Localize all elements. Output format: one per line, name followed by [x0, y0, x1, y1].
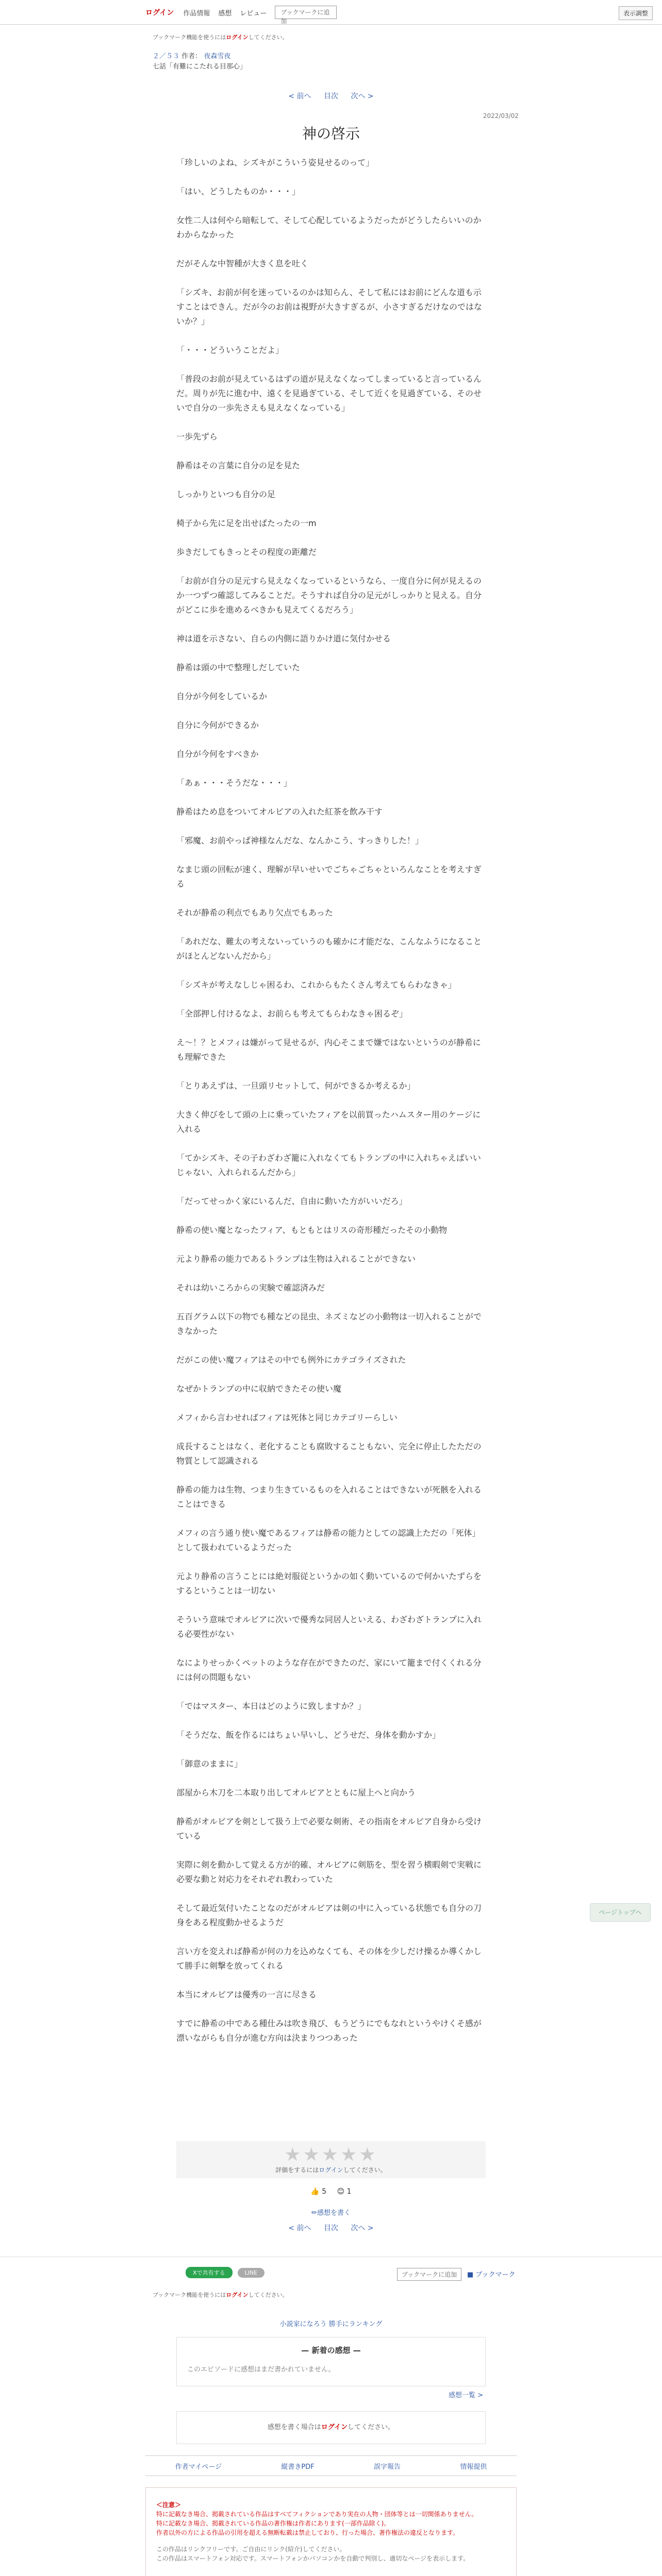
toc-link[interactable]: 目次	[324, 92, 338, 100]
next-link[interactable]: 次へ >	[351, 92, 374, 100]
series-line-1	[153, 52, 246, 62]
body-paragraph: 静希の能力は生物、つまり生きているものを入れることはできないが死骸を入れることはできる	[176, 1485, 482, 1509]
display-settings-button[interactable]: 表示調整	[619, 6, 653, 20]
body-paragraph: 成長することはなく、老化することも腐敗することもない、完全に停止したただの物質として認識される	[176, 1442, 482, 1466]
next-link-bottom[interactable]: 次へ >	[351, 2224, 374, 2232]
body-paragraph: だがそんな中智種が大きく息を吐く	[176, 259, 309, 268]
body-paragraph: 「邪魔、お前やっぱ神様なんだな、なんかこう、すっきりした！」	[176, 836, 424, 845]
body-paragraph: 静希は頭の中で整理しだしていた	[176, 663, 301, 672]
body-paragraph: それは幼いころからの実験で確認済みだ	[176, 1283, 325, 1293]
nav-work-info[interactable]: 作品情報	[183, 9, 210, 18]
body-paragraph: 自分が今何をすべきか	[176, 749, 259, 759]
prev-link[interactable]: < 前へ	[288, 92, 311, 100]
body-paragraph: 自分に今何ができるか	[176, 720, 259, 730]
body-paragraph: 「そうだな、飯を作るにはちょい早いし、どうせだ、身体を動かすか」	[176, 1730, 441, 1740]
body-paragraph: だがこの使い魔フィアはその中でも例外にカテゴライズされた	[176, 1355, 406, 1365]
body-paragraph: しっかりといつも自分の足	[176, 489, 276, 499]
body-paragraph: 「はい、どうしたものか・・・」	[176, 187, 301, 196]
prev-link-bottom[interactable]: < 前へ	[288, 2224, 311, 2232]
body-paragraph: 歩きだしてもきっとその程度の距離だ	[176, 547, 317, 557]
page-top-button[interactable]: ページトップへ	[590, 1903, 651, 1922]
author-mypage-link[interactable]: 作者マイページ	[175, 2463, 222, 2471]
write-review-link[interactable]: ✏感想を書く	[311, 2209, 351, 2217]
share-x-button[interactable]: Xで共有する	[186, 2267, 233, 2278]
notice2-login-link[interactable]: ログイン	[226, 2292, 249, 2298]
body-paragraph: メフィから言わせればフィアは死体と同じカテゴリーらしい	[176, 1413, 398, 1422]
body-paragraph: 「お前が自分の足元すら見えなくなっているというなら、一度自分に何が見えるのか一つずつ確認してみることだ。そうすれば自分の足元がしっかりと見える。自分がどこに歩を進めるべきかも見えてくるだろう」	[176, 576, 482, 615]
body-paragraph: 部屋から木刀を二本取り出してオルビアとともに屋上へと向かう	[176, 1788, 416, 1798]
body-paragraph: メフィの言う通り使い魔であるフィアは静希の能力としての認識上ただの「死体」として扱われているようだった	[176, 1528, 481, 1552]
notice-box	[145, 2487, 517, 2576]
vertical-pdf-link[interactable]: 縦書きPDF	[281, 2463, 315, 2471]
body-paragraph: え～！？とメフィは嫌がって見せるが、内心そこまで嫌ではないというのが静希にも理解できた	[176, 1038, 481, 1062]
body-paragraph: なによりせっかくペットのような存在ができたのだ、家にいて籠まで付くくれる分には何の問題もない	[176, 1658, 482, 1682]
new-reviews-heading: — 新着の感想 —	[301, 2346, 361, 2355]
body-paragraph: 女性二人は何やら暗転して、そして心配しているようだったがどうしたらいいのかわからなかった	[176, 215, 482, 240]
notice-line: この作品はスマートフォン対応です。スマートフォンかパソコンかを自動で判別し、適切なページを表示します。	[156, 2555, 470, 2562]
body-paragraph: 静希はその言葉に自分の足を見た	[176, 461, 301, 470]
body-paragraph: それが静希の利点でもあり欠点でもあった	[176, 908, 333, 918]
body-paragraph: 自分が今何をしているか	[176, 691, 268, 701]
smile-reaction[interactable]: 😊 1	[337, 2188, 352, 2196]
body-paragraph: 「シズキが考えなしじゃ困るわ、これからもたくさん考えてもらわなきゃ」	[176, 980, 456, 990]
like-reaction[interactable]: 👍 5	[310, 2188, 327, 2196]
series-info	[153, 52, 246, 72]
login-prompt-suffix: してください。	[347, 2424, 395, 2431]
body-paragraph: 「とりあえずは、一旦頭リセットして、何ができるか考えるか」	[176, 1081, 416, 1091]
body-paragraph: 神は道を示さない、自らの内側に語りかけ道に気付かせる	[176, 634, 391, 643]
top-bar-inner	[145, 0, 517, 25]
rating-suffix: してください。	[343, 2166, 387, 2174]
rating-login-link[interactable]: ログイン	[319, 2166, 343, 2174]
body-paragraph: そして最近気付いたことなのだがオルビアは剣の中に入っている状態でも自分の刀身をある程度動かせるようだ	[176, 1903, 482, 1927]
bookmark-link[interactable]: ■ ブックマーク	[467, 2271, 516, 2279]
body-paragraph: 実際に剣を動かして覚える方が的確、オルビアに剣筋を、型を習う横暇剣で実戦に必要な動と対応力をそれぞれ教わっていた	[176, 1860, 482, 1884]
ranking-link[interactable]: 小説家になろう 勝手にランキング	[279, 2320, 383, 2328]
nav-reviews[interactable]: レビュー	[240, 9, 267, 18]
body-paragraph: 静希の使い魔となったフィア、もともとはリスの奇形種だったその小動物	[176, 1225, 448, 1235]
pager-top	[0, 91, 662, 101]
no-reviews-text: このエピソードに感想はまだ書かれていません。	[187, 2366, 335, 2374]
body-paragraph: なぜかトランプの中に収納できたその使い魔	[176, 1384, 342, 1394]
notice2-suffix: してください。	[248, 2292, 288, 2298]
body-paragraph: 「シズキ、お前が何を迷っているのかは知らん、そして私にはお前にどんな道も示すことはできん。だが今のお前は視野が大きすぎるが、小さすぎるだけなのではないか？」	[176, 287, 482, 326]
chapter-title: 七話「有難にこたれる目那心」	[153, 63, 247, 71]
pager-bottom	[0, 2223, 662, 2233]
body-paragraph: 「御意のままに」	[176, 1759, 243, 1769]
publish-date: 2022/03/02	[483, 112, 519, 120]
body-paragraph: 元より静希の能力であるトランプは生物は入れることができない	[176, 1254, 416, 1264]
info-provide-link[interactable]: 情報提供	[460, 2463, 487, 2471]
notice-suffix: してください。	[248, 34, 288, 41]
notice-line: 作者以外の方による作品の引用を超える無断転載は禁止しており、行った場合、著作権法の違反となります。	[156, 2529, 459, 2536]
bookmark-add-button-bottom[interactable]: ブックマークに追加	[397, 2268, 461, 2281]
body-paragraph: なまじ頭の回転が速く、理解が早いせいでごちゃごちゃといろんなことを考えすぎる	[176, 865, 482, 889]
body-paragraph: 「普段のお前が見えているはずの道が見えなくなってしまっていると言っているんだ。周りが先に進む中、遠くを見過ぎている、そして近くを見過ぎている、そのせいで自分の一歩先さえも見えなくなっている」	[176, 374, 482, 413]
bookmark-login-notice-bottom	[153, 2291, 288, 2299]
body-paragraph: 元より静希の言うことには絶対服従というかの如く動いているので何かいたずらをするということは一切ない	[176, 1571, 482, 1596]
rating-prefix: 評価をするには	[275, 2166, 319, 2174]
body-paragraph: 「てかシズキ、その子わざわざ籠に入れなくてもトランプの中に入れちゃえばいいじゃない、入れられるんだから」	[176, 1153, 481, 1177]
typo-report-link[interactable]: 誤字報告	[374, 2463, 401, 2471]
body-paragraph: 「だってせっかく家にいるんだ、自由に動いた方がいいだろ」	[176, 1196, 407, 1206]
toc-link-bottom[interactable]: 目次	[324, 2224, 338, 2232]
notice-line: この作品はリンクフリーです。ご自由にリンク(紹介)してください。	[156, 2546, 346, 2553]
login-link[interactable]: ログイン	[145, 9, 174, 17]
episode-title: 神の啓示	[302, 125, 360, 142]
new-reviews-box	[176, 2337, 486, 2386]
body-paragraph: 「全部押し付けるなよ、お前らも考えてもらわなきゃ困るぞ」	[176, 1009, 408, 1019]
login-prompt-prefix: 感想を書く場合は	[267, 2424, 321, 2431]
author-link[interactable]: 夜森雪夜	[204, 53, 231, 60]
body-paragraph: 静希がオルビアを剣として扱う上で必要な剣術、その指南をオルビア自身から受けている	[176, 1817, 482, 1841]
share-line-button[interactable]: LINE	[238, 2268, 265, 2278]
body-paragraph: 静希はため息をついてオルビアの入れた紅茶を飲み干す	[176, 807, 383, 817]
body-paragraph: 五百グラム以下の物でも種などの昆虫、ネズミなどの小動物は一切入れることができなかった	[176, 1312, 482, 1336]
episode-body	[176, 156, 486, 2060]
episode-count-link[interactable]: ２／５３	[153, 53, 180, 60]
body-paragraph: 「あれだな、難太の考えないっていうのも確かに才能だな、こんなふうになることがほとんどないんだから」	[176, 937, 482, 961]
reactions	[0, 2188, 662, 2196]
body-paragraph: そういう意味でオルビアに次いで優秀な同居人といえる、わざわざトランプに入れる必要性がない	[176, 1615, 482, 1639]
author-label: 作者：	[181, 53, 202, 60]
top-bar	[0, 0, 662, 25]
body-paragraph: 「ではマスター、本日はどのように致しますか？」	[176, 1701, 366, 1711]
notice2-prefix: ブックマーク機能を使うには	[153, 2292, 226, 2298]
notice-prefix: ブックマーク機能を使うには	[153, 34, 226, 41]
bookmark-login-notice	[153, 33, 288, 41]
rating-stars[interactable]: ★★★★★	[284, 2144, 378, 2165]
notice-heading: ＜注意＞	[156, 2501, 181, 2509]
rating-login-note	[176, 2165, 486, 2174]
body-paragraph: 一歩先ずら	[176, 432, 218, 442]
body-paragraph: 椅子から先に足を出せばたったの一m	[176, 518, 317, 528]
body-paragraph: 言い方を変えれば静希が何の力を込めなくても、その体を少しだけ操るか導くかして勝手に剣撃を放ってくれる	[176, 1946, 482, 1971]
login-prompt-link[interactable]: ログイン	[321, 2424, 348, 2431]
review-login-box	[176, 2411, 486, 2444]
footer-nav	[145, 2455, 517, 2476]
review-list-link[interactable]: 感想一覧 >	[449, 2392, 484, 2399]
body-paragraph: すでに静希の中である種仕みは吹き飛び、もうどうにでもなれというやけくそ感が漂いながらも自分が進む方向は決まりつつあった	[176, 2019, 482, 2043]
rating-box	[176, 2141, 486, 2178]
body-paragraph: 本当にオルビアは優秀の一言に尽きる	[176, 1990, 317, 1999]
body-paragraph: 大きく伸びをして頭の上に乗っていたフィアを以前買ったハムスター用のケージに入れる	[176, 1110, 481, 1134]
notice-line: 特に記載なき場合、掲載されている作品はすべてフィクションであり実在の人物・団体等とは一切関係ありません。	[156, 2511, 478, 2518]
body-paragraph: 「・・・どういうことだよ」	[176, 345, 284, 355]
notice-line: 特に記載なき場合、掲載されている作品の著作権は作者にあります(一部作品除く)。	[156, 2520, 390, 2527]
nav-impressions[interactable]: 感想	[218, 9, 232, 18]
notice-login-link[interactable]: ログイン	[226, 34, 249, 41]
body-paragraph: 「珍しいのよね、シズキがこういう姿見せるのって」	[176, 158, 374, 167]
body-paragraph: 「あぁ・・・そうだな・・・」	[176, 778, 292, 788]
bookmark-add-button[interactable]: ブックマークに追加	[275, 6, 337, 19]
